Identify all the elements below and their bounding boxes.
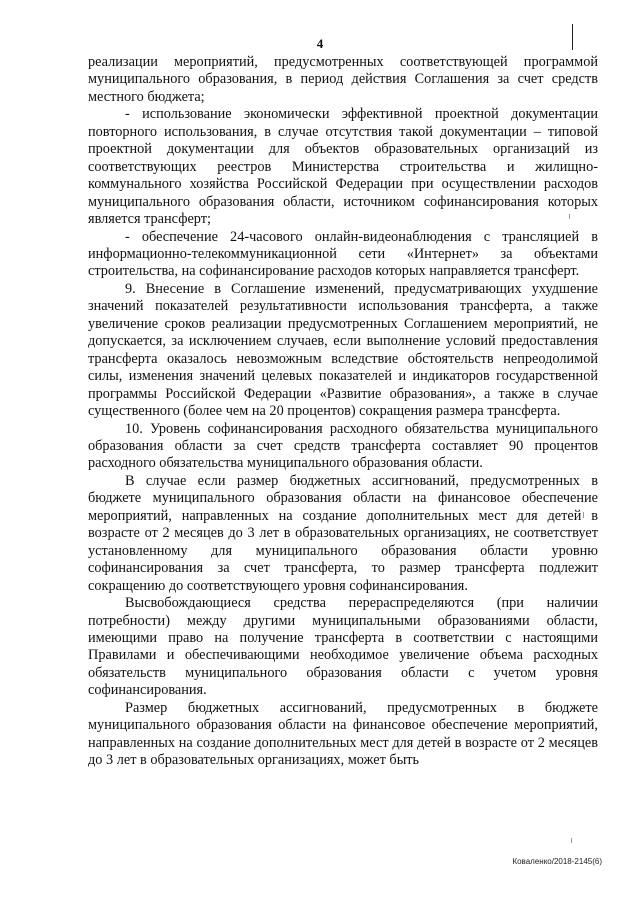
document-body xyxy=(88,54,598,770)
paragraph-clause-10: 10. Уровень софинансирования расходного обязательства муниципального образования области за счет средств трансферта составляет 90 процентов расходного обязательства муниципального образования области. xyxy=(88,420,598,472)
paragraph-design-documentation: - использование экономически эффективной проектной документации повторного использования, в случае отсутствия такой документации – типовой проектной документации для объектов образовательных организаций из соответствующих реестров Министерства строительства и жилищно-коммунального хозяйства Российской Федерации при осуществлении расходов муниципального образования области, источником софинансирования которых является трансферт; xyxy=(88,106,598,228)
page-number: 4 xyxy=(316,36,324,51)
footer-code: Коваленко/2018-2145(6) xyxy=(512,857,602,866)
paragraph-clause-9: 9. Внесение в Соглашение изменений, предусматривающих ухудшение значений показателей результативности использования трансферта, а также увеличение сроков реализации предусмотренных Соглашением мероприятий, не допускается, за исключением случаев, если выполнение условий предоставления трансферта оказалось невозможным вследствие обстоятельств непреодолимой силы, изменения значений целевых показателей и индикаторов государственной программы Российской Федерации «Развитие образования», а также в случае существенного (более чем на 20 процентов) сокращения размера трансферта. xyxy=(88,280,598,420)
scan-mark xyxy=(572,24,573,50)
paragraph-video-surveillance: - обеспечение 24-часового онлайн-видеонаблюдения с трансляцией в информационно-телекоммуникационной сети «Интернет» за объектами строительства, на софинансирование расходов которых направляется трансферт. xyxy=(88,228,598,280)
paragraph-budget-size: Размер бюджетных ассигнований, предусмотренных в бюджете муниципального образования области на финансовое обеспечение мероприятий, направленных на создание дополнительных мест для детей в возрасте от 2 месяцев до 3 лет в образовательных организациях, может быть xyxy=(88,699,598,769)
paragraph-redistribution: Высвобождающиеся средства перераспределяются (при наличии потребности) между другими муниципальными образованиями области, имеющими право на получение трансферта в соответствии с настоящими Правилами и обеспечивающими необходимое увеличение объема расходных обязательств муниципального образования области с учетом уровня софинансирования. xyxy=(88,595,598,699)
scan-dot xyxy=(571,838,572,843)
paragraph-continuation: реализации мероприятий, предусмотренных соответствующей программой муниципального образования, в период действия Соглашения за счет средств местного бюджета; xyxy=(88,54,598,105)
paragraph-budget-allocation: В случае если размер бюджетных ассигнований, предусмотренных в бюджете муниципального образования области на финансовое обеспечение мероприятий, направленных на создание дополнительных мест для детей в возрасте от 2 месяцев до 3 лет в образовательных организациях, не соответствует установленному для муниципального образования области уровню софинансирования за счет трансферта, то размер трансферта подлежит сокращению до соответствующего уровня софинансирования. xyxy=(88,472,598,594)
